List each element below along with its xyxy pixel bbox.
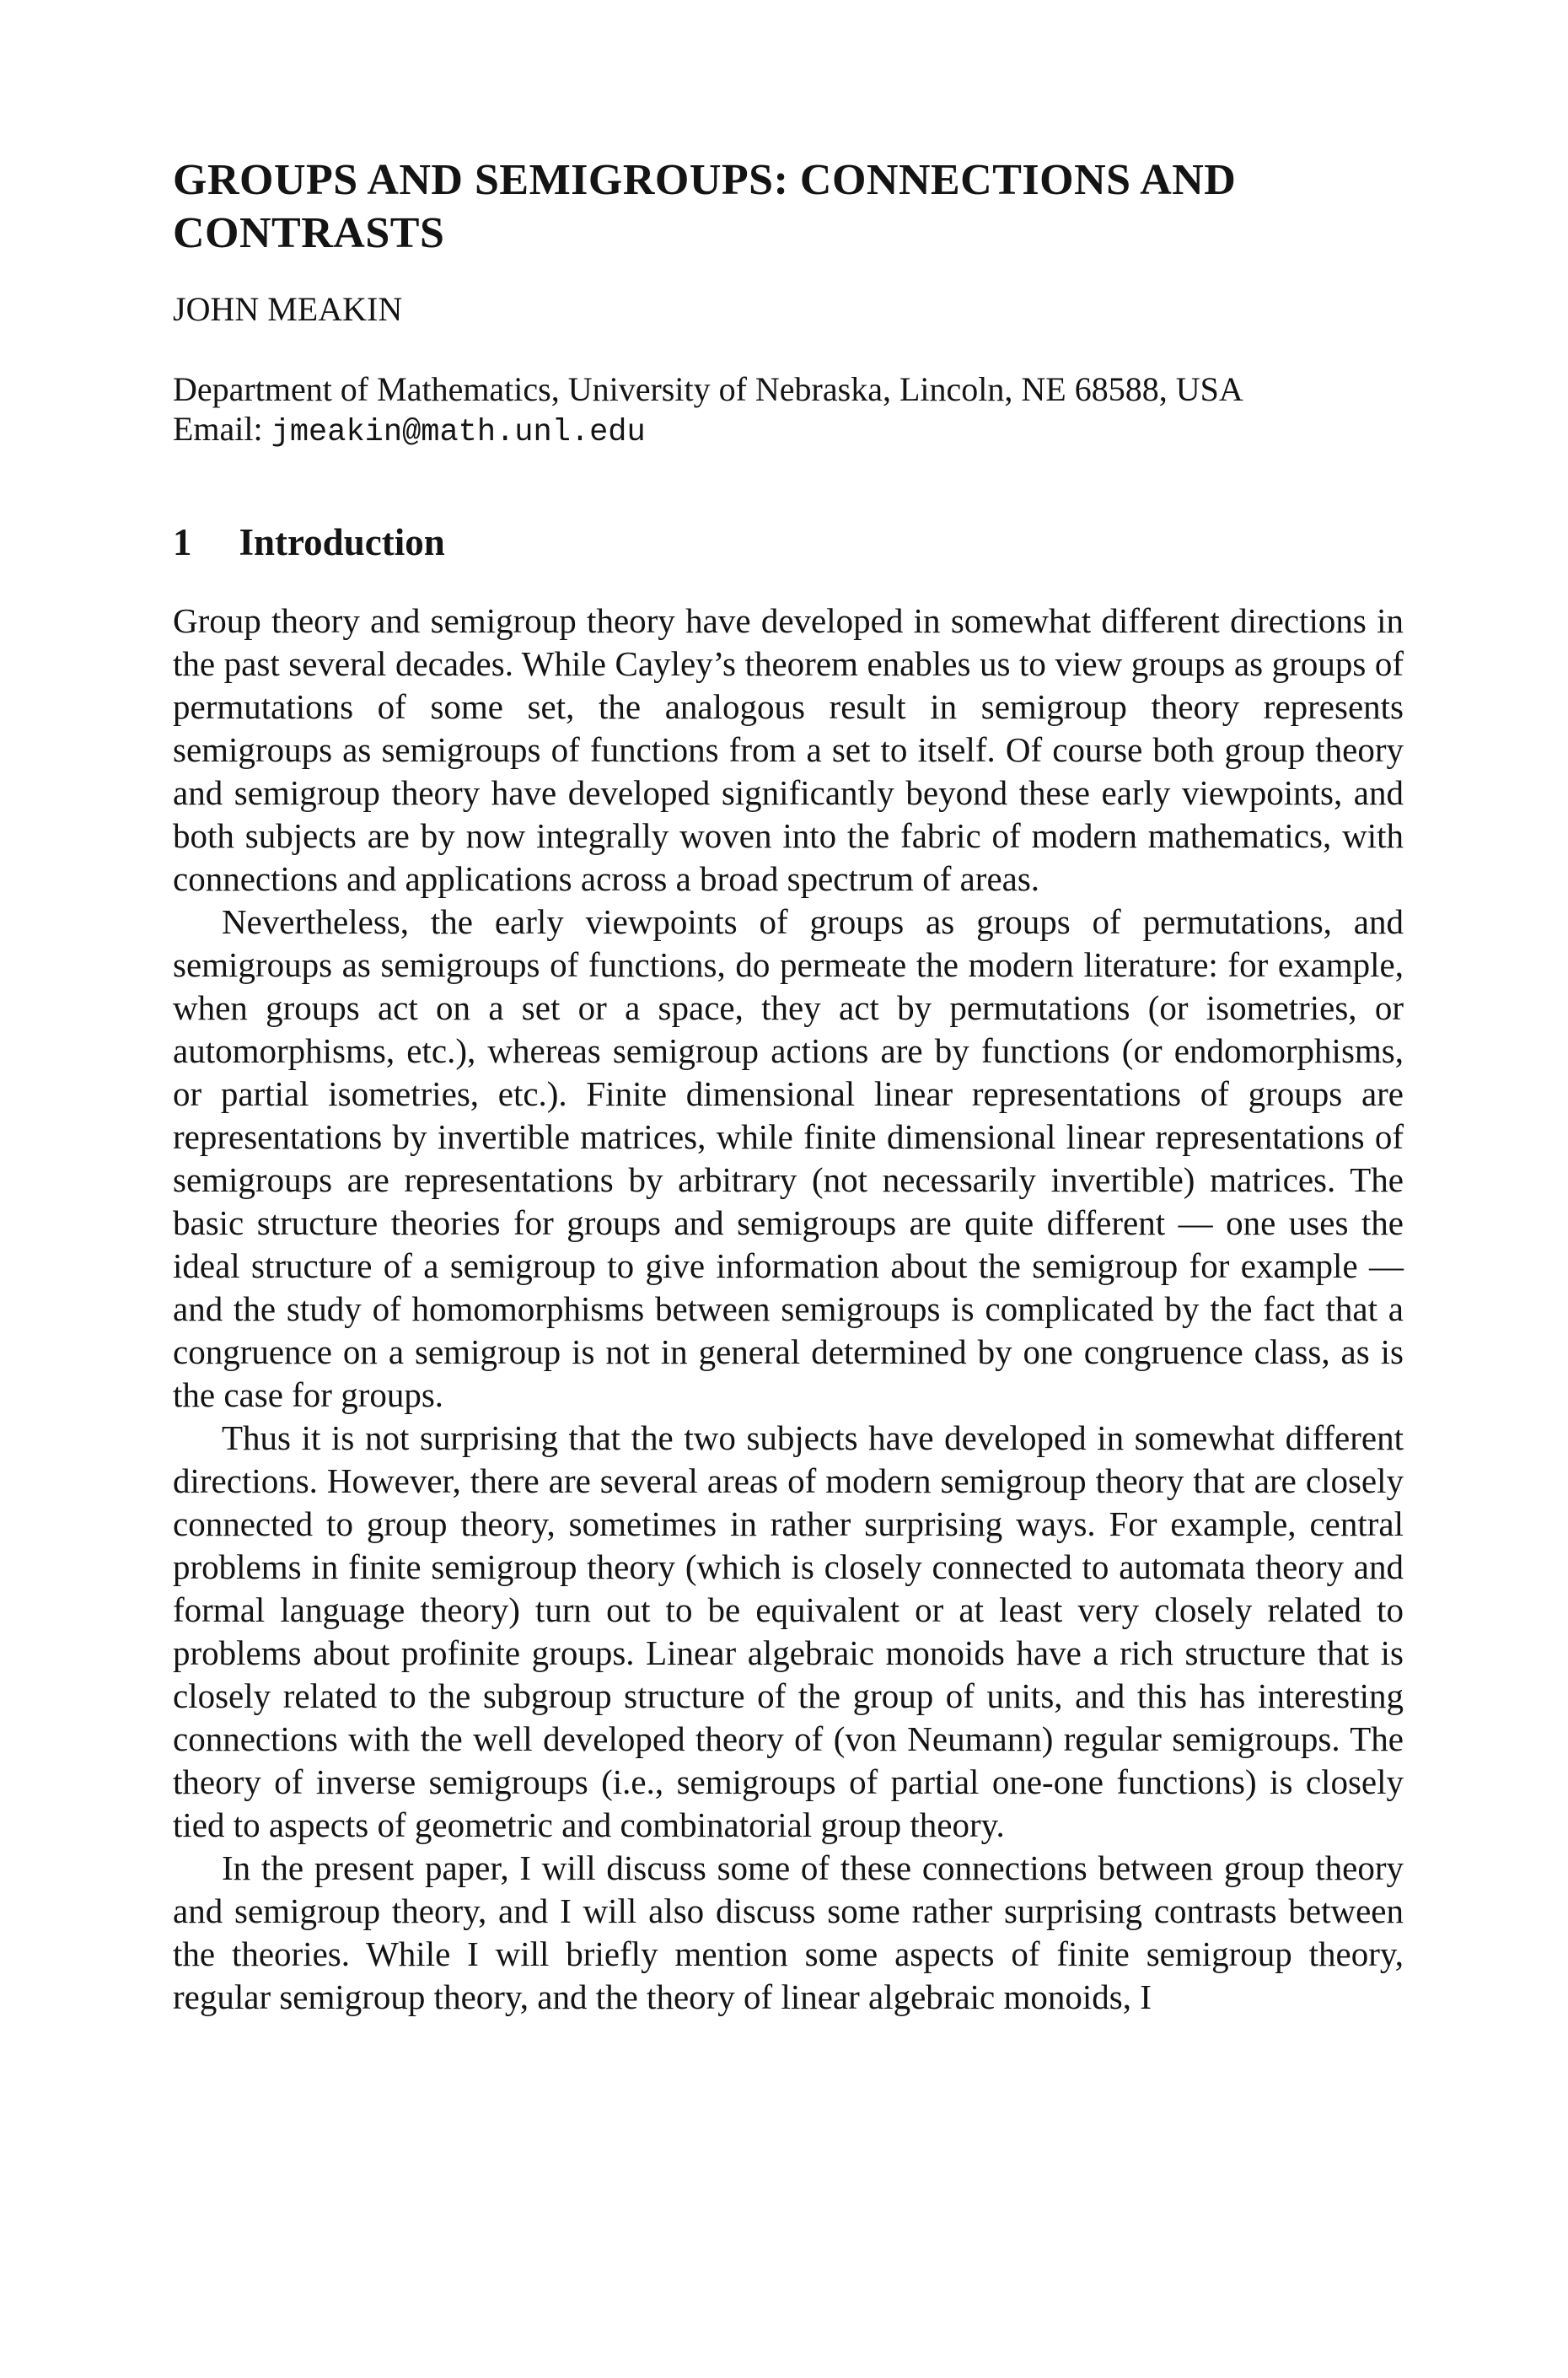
paragraph: Thus it is not surprising that the two subjects have developed in somewhat different directions. However, there are several areas of modern semigroup theory that are closely connected to group theory, sometimes in rather surprising ways. For example, central problems in finite semigroup theory (which is closely connected to automata theory and formal language theory) turn out to be equivalent or at least very closely related to problems about profinite groups. Linear algebraic monoids have a rich structure that is closely related to the subgroup structure of the group of units, and this has interesting connections with the well developed theory of (von Neumann) regular semigroups. The theory of inverse semigroups (i.e., semigroups of partial one-one functions) is closely tied to aspects of geometric and combinatorial group theory. [173,1418,1404,1844]
email-label: Email: [173,410,271,448]
paragraph: In the present paper, I will discuss some of these connections between group theory and semigroup theory, and I will also discuss some rather surprising contrasts between the theories. While I will briefly mention some aspects of finite semigroup theory, regular semigroup theory, and the theory of linear algebraic monoids, I [173,1848,1404,2016]
paragraph: Nevertheless, the early viewpoints of groups as groups of permutations, and semigroups as semigroups of functions, do permeate the modern literature: for example, when groups act on a set or a space, they act by permutations (or isometries, or automorphisms, etc.), whereas semigroup actions are by functions (or endomorphisms, or partial isometries, etc.). Finite dimensional linear representations of groups are representations by invertible matrices, while finite dimensional linear representations of semigroups are representations by arbitrary (not necessarily invertible) matrices. The basic structure theories for groups and semigroups are quite different — one uses the ideal structure of a semigroup to give information about the semigroup for example — and the study of homomorphisms between semigroups is complicated by the fact that a congruence on a semigroup is not in general determined by one congruence class, as is the case for groups. [173,902,1404,1414]
email-line [173,409,1404,453]
email-address: jmeakin@math.unl.edu [271,415,646,450]
affiliation: Department of Mathematics, University of Nebraska, Lincoln, NE 68588, USA [173,370,1243,408]
affiliation-block [173,369,1404,453]
paper-title: GROUPS AND SEMIGROUPS: CONNECTIONS AND CONTRASTS [173,156,1237,257]
page-content [173,0,1404,2019]
section-title: Introduction [239,521,445,563]
section-heading [173,519,1404,566]
paragraphs [173,600,1404,2019]
section-number: 1 [173,521,192,563]
author-name: JOHN MEAKIN [173,290,403,328]
paragraph: Group theory and semigroup theory have developed in somewhat different directions in the past several decades. While Cayley’s theorem enables us to view groups as groups of permutations of some set, the analogous result in semigroup theory represents semigroups as semigroups of functions from a set to itself. Of course both group theory and semigroup theory have developed significantly beyond these early viewpoints, and both subjects are by now integrally woven into the fabric of modern mathematics, with connections and applications across a broad spectrum of areas. [173,601,1404,898]
